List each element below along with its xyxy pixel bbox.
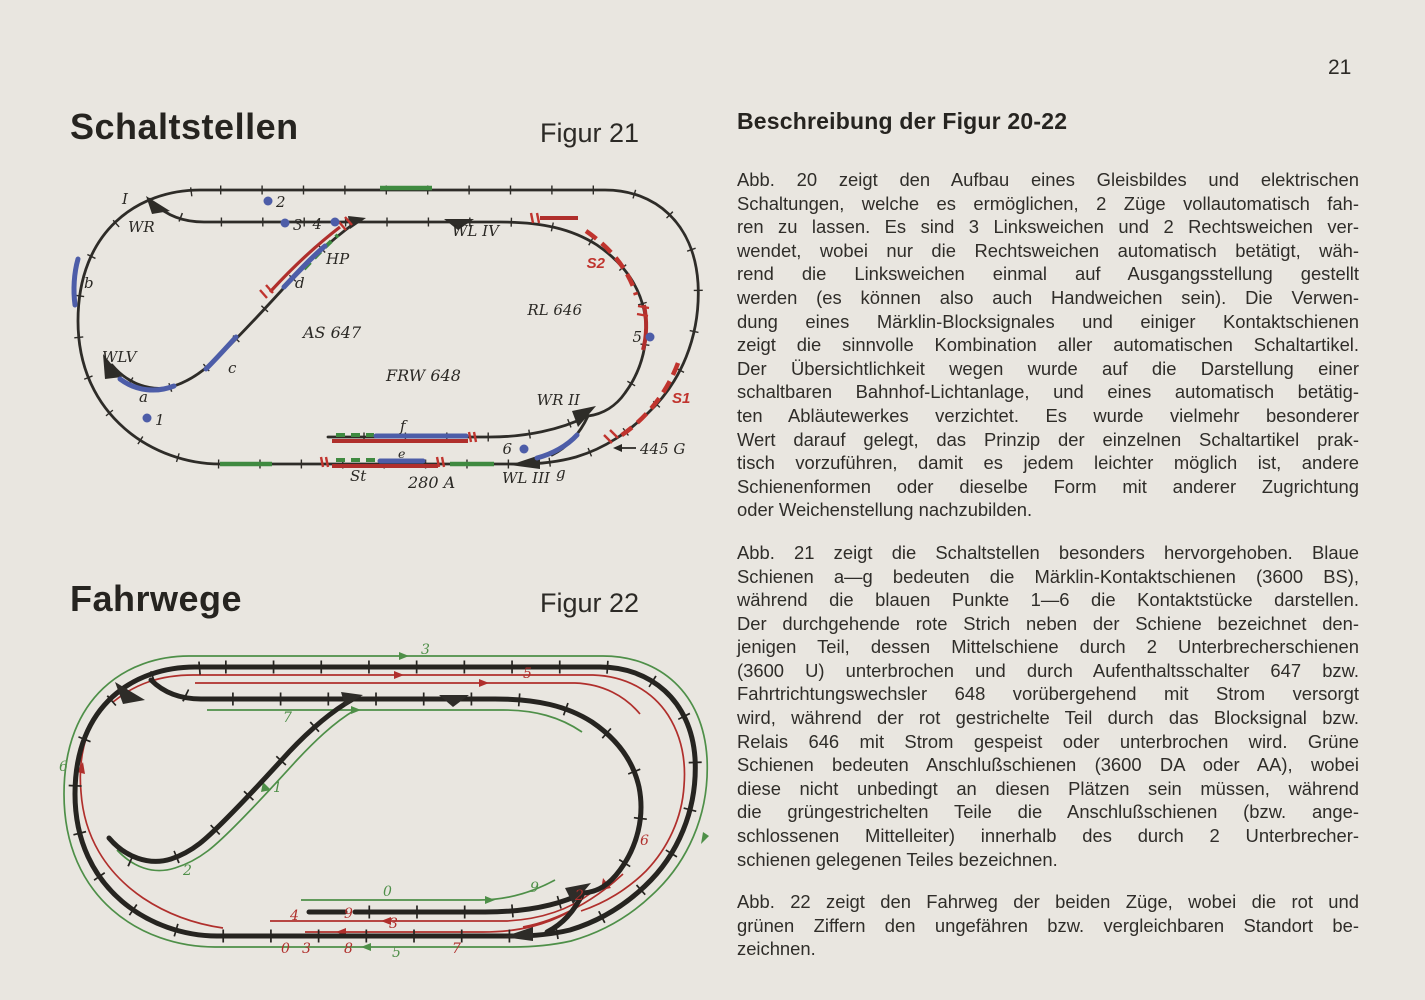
figure22-diagram (55, 640, 715, 980)
label-contact-a: a (139, 388, 148, 406)
green-number-2: 2 (183, 863, 192, 879)
label-wr: WR (128, 218, 155, 236)
label-contact-g: g (556, 464, 566, 482)
label-wl-iv: WL IV (452, 222, 499, 240)
label-contact-b: b (84, 274, 94, 292)
track-ticks (78, 190, 698, 464)
red-number-9: 9 (344, 906, 353, 922)
figure21-title: Schaltstellen (70, 106, 299, 147)
green-number-0: 0 (383, 884, 392, 900)
green-number-9: 9 (530, 880, 539, 896)
green-number-3: 3 (421, 642, 430, 658)
contact-rail-g (537, 435, 577, 458)
diagonal-track (109, 699, 353, 861)
label-contact-f: f (400, 417, 406, 435)
red-number-6: 6 (640, 833, 649, 849)
label-point-6: 6 (502, 440, 512, 458)
green-number-5: 5 (392, 945, 401, 961)
label-contact-d: d (295, 274, 305, 292)
red-number-7: 7 (452, 941, 461, 957)
figure21-diagram (60, 165, 720, 505)
red-number-5: 5 (523, 666, 532, 682)
passing-track (151, 680, 641, 893)
red-number-3a: 3 (389, 916, 398, 932)
switch-wedges (115, 682, 591, 941)
label-rl646: RL 646 (527, 301, 582, 319)
label-st: St (350, 467, 367, 485)
label-445g: 445 G (640, 440, 686, 458)
label-s2: S2 (586, 255, 605, 272)
page-number: 21 (1328, 56, 1352, 79)
description-heading: Beschreibung der Figur 20-22 (737, 108, 1068, 134)
paragraph-abb20: Abb. 20 zeigt den Aufbau eines Gleisbildes und elektrischen Schaltungen, welche es ermöglichen, 2 Züge vollautomatisch fah- ren zu lassen. Es sind 3 Linksweichen und 2 Rechtsweichen ver- wendet, wobei nur die Rechtsweichen automatisch betätigt, wäh- rend die Linksweichen einmal auf Ausgangsstellung gestellt werden (es können also auch Handweichen sein). Die Verwen- dung eines Märklin-Blocksignales und einiger Kontaktschienen zeigt die sinnvolle Kombination aller automatischen Schaltartikel. Der Übersichtlichkeit wegen wurde auf die Darstellung einer schaltbaren Bahnhof-Lichtanlage, und eines automatisch betätig- ten Abläutewerkes verzichtet. Es wurde vielmehr besonderer Wert darauf gelegt, das Prinzip der einzelnen Schaltartikel prak- tisch vorzuführen, damit es jedem leichter möglich ist, andere Schienenformen oder dieselbe Form mit anderer Zugrichtung oder Weichenstellung nachzubilden. (737, 169, 1359, 521)
label-frw648: FRW 648 (386, 366, 461, 385)
blue-contact-rails (74, 246, 577, 461)
label-wlv: WLV (102, 348, 137, 366)
label-wr-ii: WR II (536, 391, 580, 409)
label-s1: S1 (672, 390, 691, 407)
label-as647: AS 647 (303, 323, 362, 342)
red-dashed-s1 (616, 363, 678, 439)
label-point-4: 4 (312, 215, 322, 233)
label-contact-c: c (228, 359, 237, 377)
figure21-caption: Figur 21 (540, 118, 640, 148)
red-number-0: 0 (281, 941, 290, 957)
label-point-5: 5 (632, 328, 642, 346)
green-number-7: 7 (283, 710, 292, 726)
description-column (737, 108, 1359, 961)
red-number-2: 2 (575, 888, 584, 904)
red-number-8: 8 (344, 941, 353, 957)
label-280a: 280 A (408, 473, 456, 492)
figure22-title: Fahrwege (70, 578, 243, 619)
red-rl646 (643, 305, 646, 350)
label-contact-e: e (398, 446, 406, 461)
track-lines (78, 190, 698, 464)
figure22-caption: Figur 22 (540, 588, 640, 618)
red-number-4: 4 (290, 908, 299, 924)
paragraph-abb21: Abb. 21 zeigt die Schaltstellen besonders hervorgehoben. Blaue Schienen a—g bedeuten die Märklin-Kontaktschienen (3600 BS), während die blauen Punkte 1—6 die Kontaktstücke darstellen. Der durchgehende rote Strich neben der Schiene bezeichnet den- jenigen Teil, dessen Mittelschiene durch 2 Unterbrecherschienen (3600 U) unterbrochen und durch Aufenthaltsschalter 647 bzw. Fahrtrichtungswechsler 648 vorübergehend mit Strom versorgt wird, während der rot gestrichelte Teil durch das Blocksignal bzw. Relais 646 mit Strom gespeist oder unterbrochen wird. Grüne Schienen bedeuten Anschlußschienen (3600 DA oder AA), wobei diese nicht unbedingt an diesen Plätzen sein müssen, während die grüngestrichelten Teile die Anschlußschienen (bzw. ange- schlossenen Mittelleiter) innerhalb des durch 2 Unterbrecher- schienen gelegenen Teiles bezeichnen. (737, 541, 1359, 870)
label-signal-i: I (122, 190, 128, 208)
paragraph-abb22: Abb. 22 zeigt den Fahrweg der beiden Züge, wobei die rot und grünen Ziffern den ungefähren bzw. vergleichbaren Standort be- zeichnen. (737, 891, 1359, 960)
label-point-1: 1 (155, 411, 165, 429)
445g-arrow (613, 444, 636, 452)
green-number-6: 6 (59, 759, 68, 775)
label-point-2: 2 (276, 193, 286, 211)
label-point-3: 3 (293, 216, 303, 234)
outer-loop-track (78, 190, 698, 464)
label-hp: HP (326, 250, 350, 268)
label-wl-iii: WL III (502, 469, 550, 487)
contact-rail-b (74, 259, 78, 305)
green-number-1: 1 (273, 780, 282, 796)
red-number-3b: 3 (302, 941, 311, 957)
